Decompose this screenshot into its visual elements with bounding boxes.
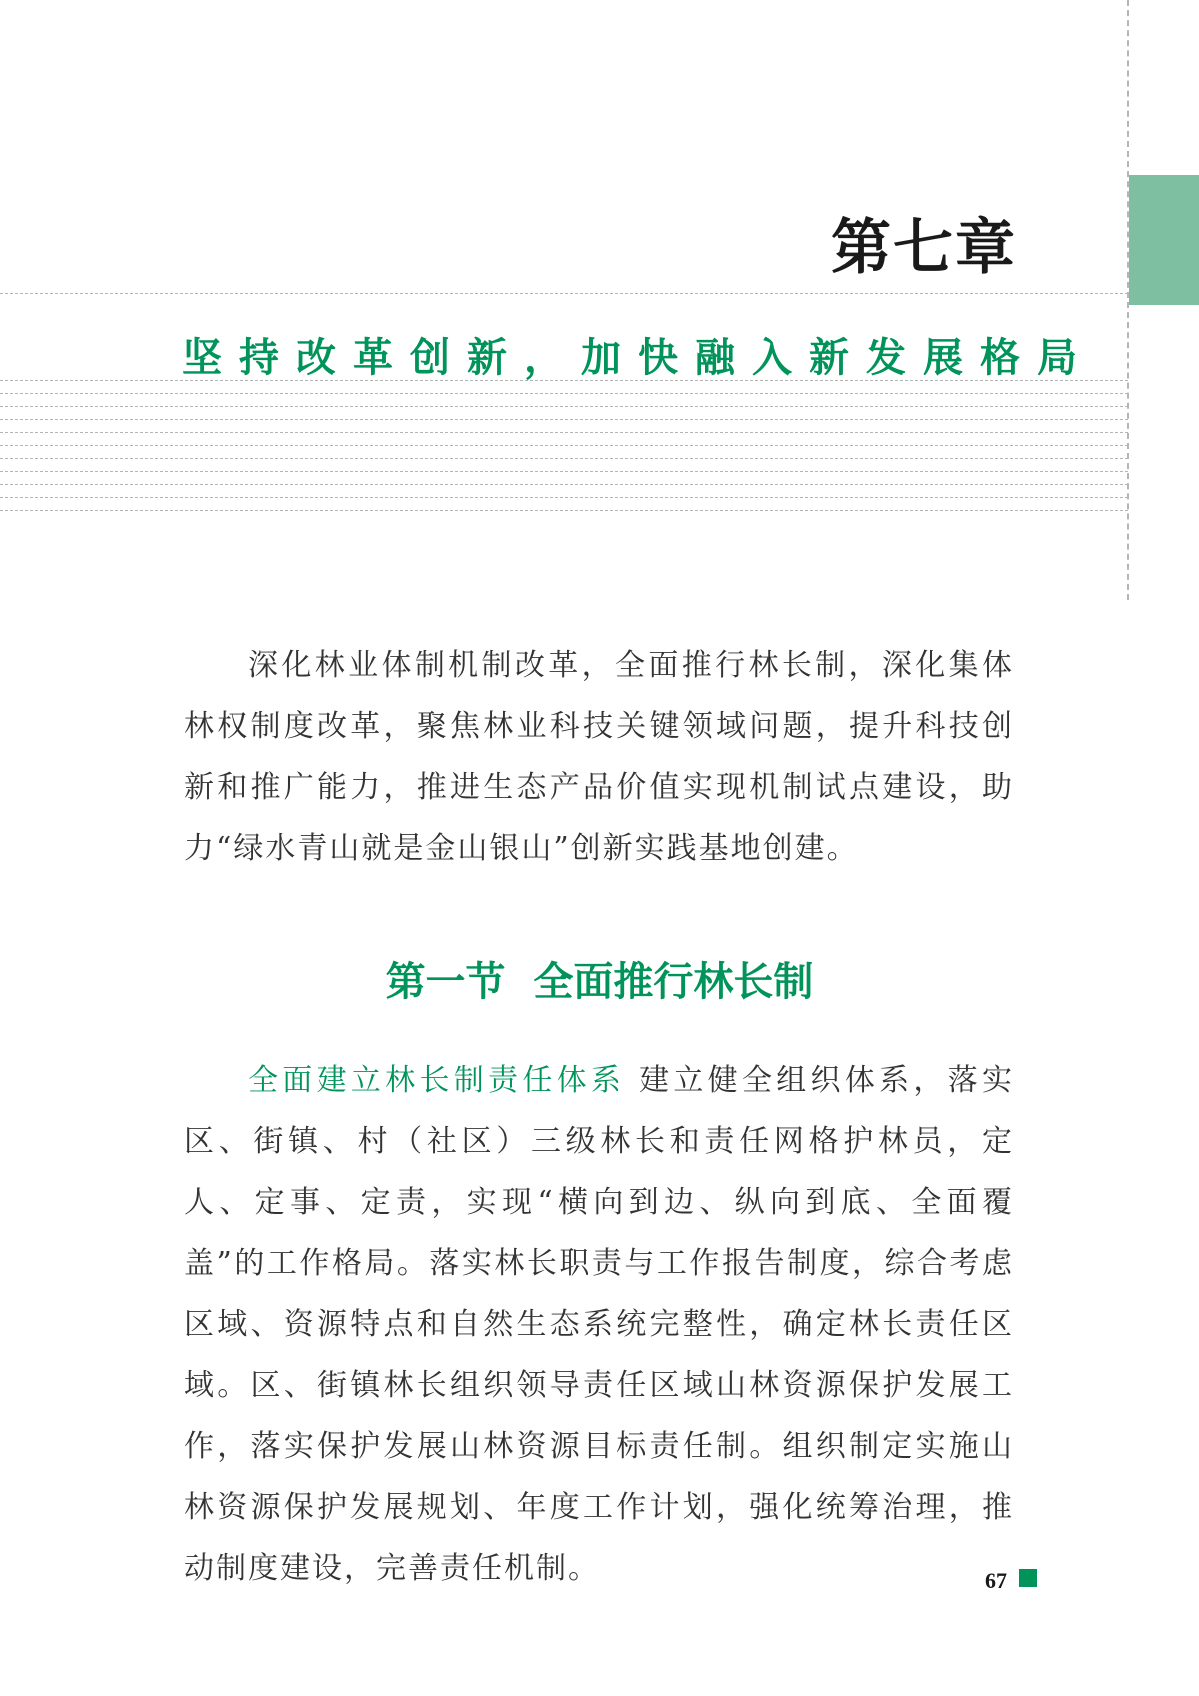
paragraph-text: 建立健全组织体系，落实区、街镇、村（社区）三级林长和责任网格护林员，定人、定事、定责，实现“横向到边、纵向到底、全面覆盖”的工作格局。落实林长职责与工作报告制度，综合考虑区域、资源特点和自然生态系统完整性，确定林长责任区域。区、街镇林长组织领导责任区域山林资源保护发展工作，落实保护发展山林资源目标责任制。组织制定实施山林资源保护发展规划、年度工作计划，强化统筹治理，推动制度建设，完善责任机制。 [184,1063,1015,1586]
section-heading [0,950,1199,1007]
decorative-rule [0,510,1128,511]
header-dashed-rule [0,293,1128,294]
decorative-rule [0,406,1128,407]
section-title: 全面推行林长制 [533,959,814,1005]
decorative-rule [0,497,1128,498]
paragraph-lead-title: 全面建立林长制责任体系 [248,1063,626,1098]
decorative-rule [0,445,1128,446]
decorative-rule [0,393,1128,394]
chapter-label: 第七章 [831,213,1017,283]
chapter-title: 坚持改革创新，加快融入新发展格局 [182,335,1094,381]
intro-paragraph: 深化林业体制机制改革，全面推行林长制，深化集体林权制度改革，聚焦林业科技关键领域问题，提升科技创新和推广能力，推进生态产品价值实现机制试点建设，助力“绿水青山就是金山银山”创新实践基地创建。 [184,648,1014,866]
decorative-rule [0,471,1128,472]
decorative-rule [0,380,1128,381]
chapter-tab-marker [1129,175,1199,305]
decorative-rule [0,484,1128,485]
page-number: 67 [985,1568,1007,1593]
decorative-rule [0,432,1128,433]
decorative-rule [0,458,1128,459]
body-paragraph [184,1050,1014,1599]
decorative-rule [0,419,1128,420]
section-number: 第一节 [385,959,506,1005]
page-number-square-icon [1019,1569,1037,1587]
